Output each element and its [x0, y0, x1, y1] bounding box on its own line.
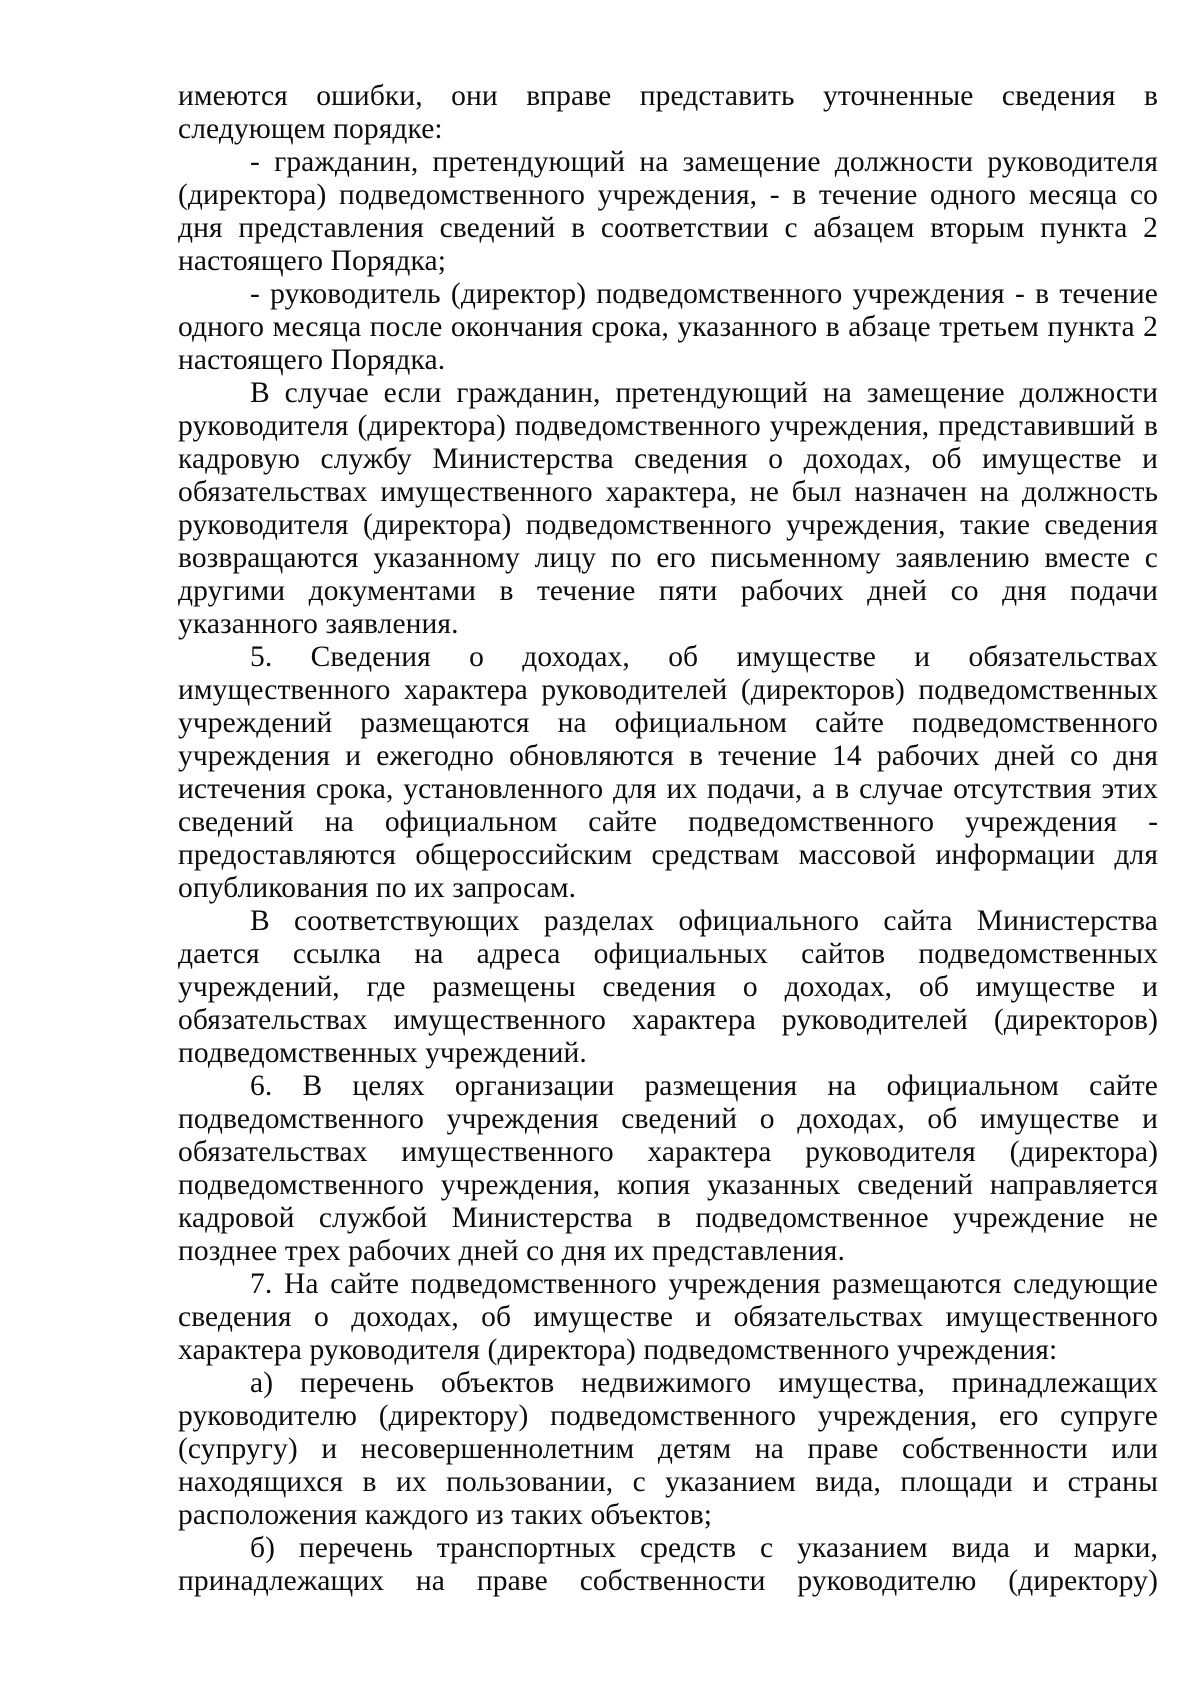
paragraph-citizen-deadline: - гражданин, претендующий на замещение должности руководителя (директора) подведомственного учреждения, - в течение одного месяца со дня представления сведений в соответствии с абзацем вторым пункта 2 настоящего Порядка; [178, 146, 1158, 277]
paragraph-director-deadline: - руководитель (директор) подведомственного учреждения - в течение одного месяца после окончания срока, указанного в абзаце третьем пункта 2 настоящего Порядка. [178, 278, 1158, 376]
paragraph-section-5: 5. Сведения о доходах, об имуществе и обязательствах имущественного характера руководителей (директоров) подведомственных учреждений размещаются на официальном сайте подведомственного учреждения и ежегодно обновляются в течение 14 рабочих дней со дня истечения срока, установленного для их подачи, а в случае отсутствия этих сведений на официальном сайте подведомственного учреждения - предоставляются общероссийским средствам массовой информации для опубликования по их запросам. [178, 641, 1158, 904]
paragraph-ministry-site-links: В соответствующих разделах официального сайта Министерства дается ссылка на адреса официальных сайтов подведомственных учреждений, где размещены сведения о доходах, об имуществе и обязательствах имущественного характера руководителей (директоров) подведомственных учреждений. [178, 905, 1158, 1069]
paragraph-return-of-documents: В случае если гражданин, претендующий на замещение должности руководителя (директора) подведомственного учреждения, представивший в кадровую службу Министерства сведения о доходах, об имуществе и обязательствах имущественного характера, не был назначен на должность руководителя (директора) подведомственного учреждения, такие сведения возвращаются указанному лицу по его письменному заявлению вместе с другими документами в течение пяти рабочих дней со дня подачи указанного заявления. [178, 377, 1158, 640]
paragraph-item-a: а) перечень объектов недвижимого имущества, принадлежащих руководителю (директору) подведомственного учреждения, его супруге (супругу) и несовершеннолетним детям на праве собственности или находящихся в их пользовании, с указанием вида, площади и страны расположения каждого из таких объектов; [178, 1367, 1158, 1531]
paragraph-continuation: имеются ошибки, они вправе представить уточненные сведения в следующем порядке: [178, 80, 1158, 145]
document-body [178, 80, 1158, 1598]
paragraph-section-7: 7. На сайте подведомственного учреждения размещаются следующие сведения о доходах, об имуществе и обязательствах имущественного характера руководителя (директора) подведомственного учреждения: [178, 1268, 1158, 1366]
paragraph-section-6: 6. В целях организации размещения на официальном сайте подведомственного учреждения сведений о доходах, об имуществе и обязательствах имущественного характера руководителя (директора) подведомственного учреждения, копия указанных сведений направляется кадровой службой Министерства в подведомственное учреждение не позднее трех рабочих дней со дня их представления. [178, 1070, 1158, 1267]
paragraph-item-b: б) перечень транспортных средств с указанием вида и марки, принадлежащих на праве собственности руководителю (директору) [178, 1532, 1158, 1597]
